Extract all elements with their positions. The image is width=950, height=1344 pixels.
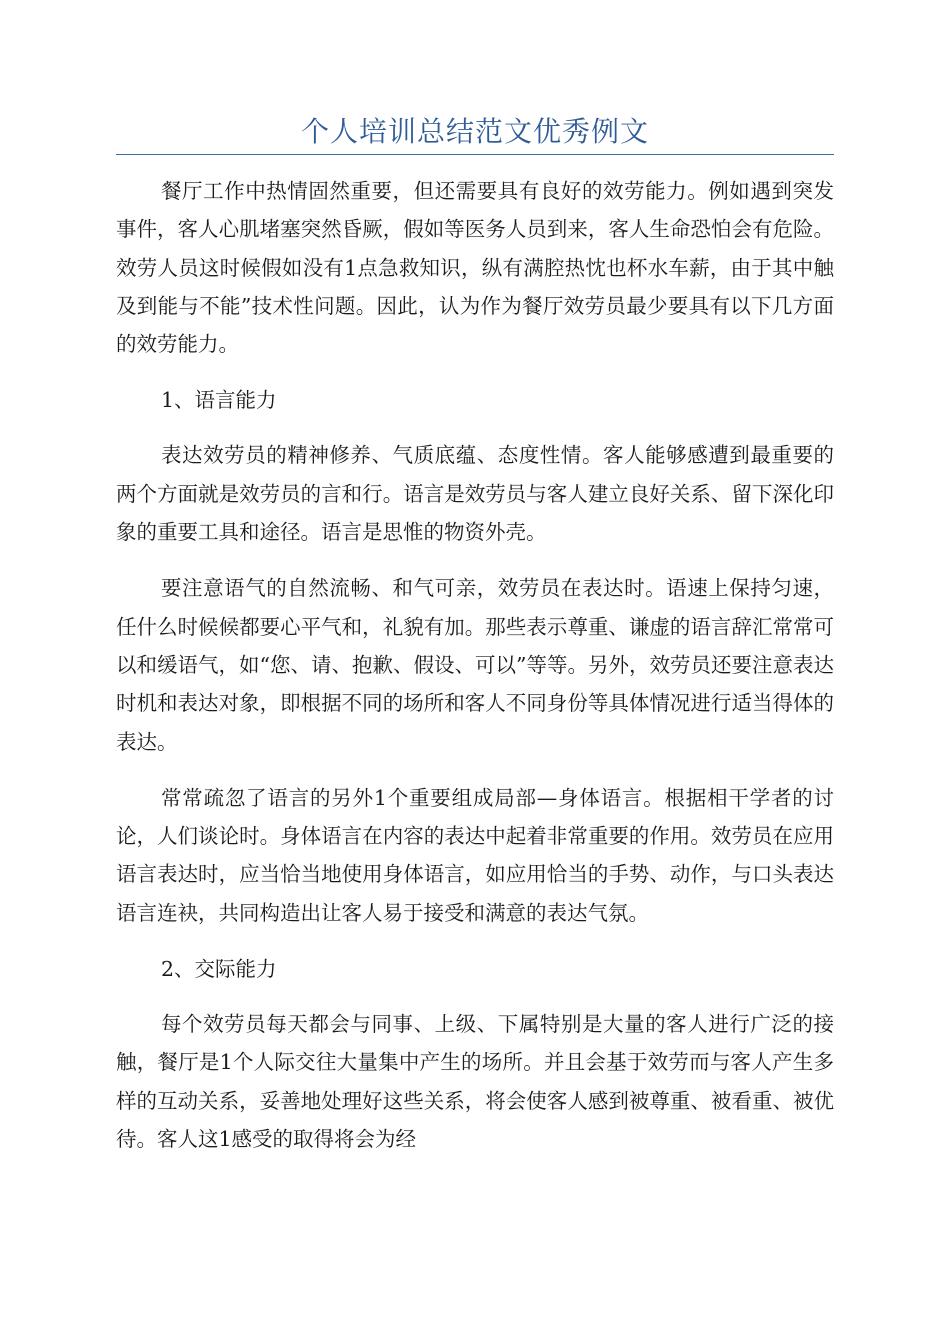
- paragraph-intro: 餐厅工作中热情固然重要，但还需要具有良好的效劳能力。例如遇到突发事件，客人心肌堵塞突然昏厥，假如等医务人员到来，客人生命恐怕会有危险。效劳人员这时候假如没有1点急救知识，纵有满腔热忱也杯水车薪，由于其中触及到能与不能”技术性问题。因此，认为作为餐厅效劳员最少要具有以下几方面的效劳能力。: [116, 179, 834, 357]
- section-heading-social: 2、交际能力: [161, 957, 277, 982]
- title-underline: [116, 154, 834, 155]
- paragraph-body-language: 常常疏忽了语言的另外1个重要组成局部—身体语言。根据相干学者的讨论，人们谈论时。身体语言在内容的表达中起着非常重要的作用。效劳员在应用语言表达时，应当恰当地使用身体语言，如应用恰当的手势、动作，与口头表达语言连袂，共同构造出让客人易于接受和满意的表达气氛。: [116, 785, 834, 925]
- section-heading-language: 1、语言能力: [161, 388, 277, 413]
- paragraph-social-1: 每个效劳员每天都会与同事、上级、下属特别是大量的客人进行广泛的接触，餐厅是1个人际交往大量集中产生的场所。并且会基于效劳而与客人产生多样的互动关系，妥善地处理好这些关系，将会使客人感到被尊重、被看重、被优待。客人这1感受的取得将会为经: [116, 1012, 834, 1151]
- paragraph-language-1: 表达效劳员的精神修养、气质底蕴、态度性情。客人能够感遭到最重要的两个方面就是效劳员的言和行。语言是效劳员与客人建立良好关系、留下深化印象的重要工具和途径。语言是思惟的物资外壳。: [116, 443, 834, 545]
- paragraph-language-2: 要注意语气的自然流畅、和气可亲，效劳员在表达时。语速上保持匀速，任什么时候候都要心平气和，礼貌有加。那些表示尊重、谦虚的语言辞汇常常可以和缓语气，如“您、请、抱歉、假设、可以”等等。另外，效劳员还要注意表达时机和表达对象，即根据不同的场所和客人不同身份等具体情况进行适当得体的表达。: [116, 576, 834, 754]
- document-title: 个人培训总结范文优秀例文: [300, 115, 649, 148]
- document-body: [116, 172, 834, 1176]
